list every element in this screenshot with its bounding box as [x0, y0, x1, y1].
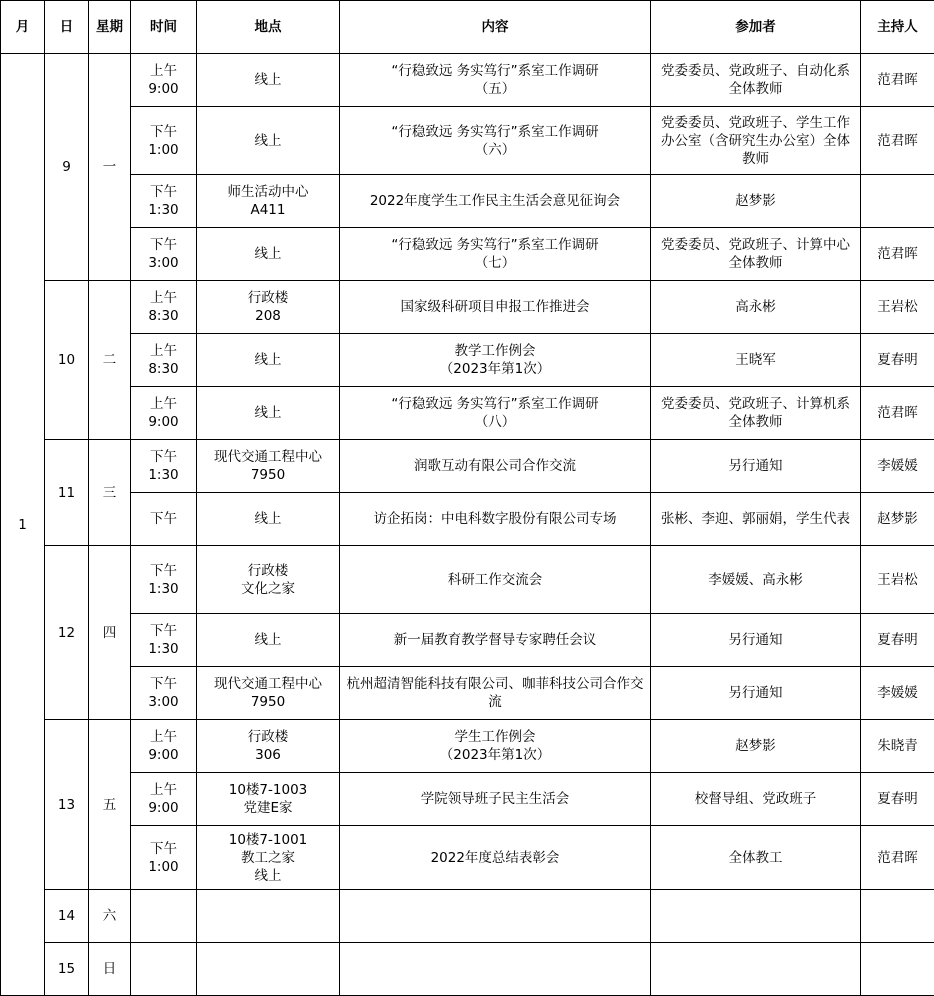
- header-location: 地点: [197, 1, 340, 54]
- table-row: [1, 890, 934, 943]
- day-cell: 14: [45, 890, 89, 943]
- time-cell: 下午 1:30: [131, 440, 197, 493]
- location-cell: 行政楼 文化之家: [197, 546, 340, 614]
- table-row: [1, 773, 934, 826]
- table-row: [1, 228, 934, 281]
- content-cell: 科研工作交流会: [340, 546, 651, 614]
- header-day: 日: [45, 1, 89, 54]
- participants-cell: 赵梦影: [651, 175, 861, 228]
- time-cell: [131, 943, 197, 996]
- content-cell: “行稳致远 务实笃行”系室工作调研 （八）: [340, 387, 651, 440]
- weekday-cell: 二: [89, 281, 131, 440]
- content-cell: 学院领导班子民主生活会: [340, 773, 651, 826]
- host-cell: 王岩松: [861, 546, 934, 614]
- location-cell: 师生活动中心 A411: [197, 175, 340, 228]
- table-row: [1, 720, 934, 773]
- participants-cell: 全体教工: [651, 826, 861, 890]
- weekday-cell: 六: [89, 890, 131, 943]
- content-cell: [340, 890, 651, 943]
- location-cell: 线上: [197, 107, 340, 175]
- location-cell: 10楼7-1003 党建E家: [197, 773, 340, 826]
- location-cell: 线上: [197, 228, 340, 281]
- table-row: [1, 826, 934, 890]
- table-row: [1, 334, 934, 387]
- host-cell: 夏春明: [861, 773, 934, 826]
- header-row: [1, 1, 934, 54]
- host-cell: 范君晖: [861, 228, 934, 281]
- host-cell: 朱晓青: [861, 720, 934, 773]
- location-cell: 行政楼 306: [197, 720, 340, 773]
- time-cell: 上午 9:00: [131, 773, 197, 826]
- time-cell: 下午 1:30: [131, 175, 197, 228]
- participants-cell: 校督导组、党政班子: [651, 773, 861, 826]
- header-participants: 参加者: [651, 1, 861, 54]
- location-cell: [197, 943, 340, 996]
- table-row: [1, 387, 934, 440]
- time-cell: 下午: [131, 493, 197, 546]
- content-cell: 教学工作例会 （2023年第1次）: [340, 334, 651, 387]
- content-cell: “行稳致远 务实笃行”系室工作调研 （七）: [340, 228, 651, 281]
- table-row: [1, 667, 934, 720]
- weekday-cell: 日: [89, 943, 131, 996]
- host-cell: 赵梦影: [861, 493, 934, 546]
- weekday-cell: 一: [89, 54, 131, 281]
- host-cell: 范君晖: [861, 107, 934, 175]
- location-cell: 线上: [197, 54, 340, 107]
- host-cell: 王岩松: [861, 281, 934, 334]
- table-row: [1, 54, 934, 107]
- participants-cell: 党委委员、党政班子、自动化系全体教师: [651, 54, 861, 107]
- location-cell: 线上: [197, 334, 340, 387]
- host-cell: [861, 175, 934, 228]
- time-cell: 上午 8:30: [131, 334, 197, 387]
- content-cell: “行稳致远 务实笃行”系室工作调研 （六）: [340, 107, 651, 175]
- host-cell: 范君晖: [861, 387, 934, 440]
- time-cell: 上午 9:00: [131, 54, 197, 107]
- weekday-cell: 五: [89, 720, 131, 890]
- content-cell: “行稳致远 务实笃行”系室工作调研 （五）: [340, 54, 651, 107]
- weekday-cell: 四: [89, 546, 131, 720]
- day-cell: 13: [45, 720, 89, 890]
- location-cell: 现代交通工程中心 7950: [197, 440, 340, 493]
- host-cell: 范君晖: [861, 54, 934, 107]
- host-cell: [861, 943, 934, 996]
- day-cell: 9: [45, 54, 89, 281]
- header-weekday: 星期: [89, 1, 131, 54]
- host-cell: 夏春明: [861, 614, 934, 667]
- host-cell: 夏春明: [861, 334, 934, 387]
- participants-cell: 高永彬: [651, 281, 861, 334]
- table-row: [1, 493, 934, 546]
- content-cell: 杭州超清智能科技有限公司、咖菲科技公司合作交流: [340, 667, 651, 720]
- content-cell: [340, 943, 651, 996]
- header-host: 主持人: [861, 1, 934, 54]
- table-row: [1, 614, 934, 667]
- table-row: [1, 281, 934, 334]
- time-cell: 上午 8:30: [131, 281, 197, 334]
- participants-cell: 另行通知: [651, 667, 861, 720]
- location-cell: 10楼7-1001 教工之家 线上: [197, 826, 340, 890]
- table-row: [1, 546, 934, 614]
- participants-cell: 党委委员、党政班子、计算中心全体教师: [651, 228, 861, 281]
- host-cell: 范君晖: [861, 826, 934, 890]
- time-cell: 下午 1:30: [131, 546, 197, 614]
- location-cell: 线上: [197, 493, 340, 546]
- time-cell: 下午 1:30: [131, 614, 197, 667]
- day-cell: 10: [45, 281, 89, 440]
- table-row: [1, 440, 934, 493]
- table-row: [1, 175, 934, 228]
- day-cell: 11: [45, 440, 89, 546]
- host-cell: 李媛媛: [861, 667, 934, 720]
- time-cell: [131, 890, 197, 943]
- time-cell: 上午 9:00: [131, 720, 197, 773]
- participants-cell: 党委委员、党政班子、学生工作办公室（含研究生办公室）全体教师: [651, 107, 861, 175]
- content-cell: 访企拓岗：中电科数字股份有限公司专场: [340, 493, 651, 546]
- header-month: 月: [1, 1, 45, 54]
- participants-cell: 李媛媛、高永彬: [651, 546, 861, 614]
- weekday-cell: 三: [89, 440, 131, 546]
- header-content: 内容: [340, 1, 651, 54]
- location-cell: 行政楼 208: [197, 281, 340, 334]
- time-cell: 上午 9:00: [131, 387, 197, 440]
- time-cell: 下午 1:00: [131, 107, 197, 175]
- content-cell: 国家级科研项目申报工作推进会: [340, 281, 651, 334]
- content-cell: 学生工作例会 （2023年第1次）: [340, 720, 651, 773]
- participants-cell: 张彬、李迎、郭丽娟，学生代表: [651, 493, 861, 546]
- table-row: [1, 943, 934, 996]
- participants-cell: 王晓军: [651, 334, 861, 387]
- day-cell: 12: [45, 546, 89, 720]
- time-cell: 下午 3:00: [131, 228, 197, 281]
- content-cell: 2022年度总结表彰会: [340, 826, 651, 890]
- host-cell: 李媛媛: [861, 440, 934, 493]
- participants-cell: 另行通知: [651, 440, 861, 493]
- content-cell: 2022年度学生工作民主生活会意见征询会: [340, 175, 651, 228]
- participants-cell: 赵梦影: [651, 720, 861, 773]
- time-cell: 下午 3:00: [131, 667, 197, 720]
- location-cell: [197, 890, 340, 943]
- time-cell: 下午 1:00: [131, 826, 197, 890]
- participants-cell: 党委委员、党政班子、计算机系全体教师: [651, 387, 861, 440]
- host-cell: [861, 890, 934, 943]
- location-cell: 线上: [197, 387, 340, 440]
- participants-cell: [651, 890, 861, 943]
- participants-cell: 另行通知: [651, 614, 861, 667]
- content-cell: 新一届教育教学督导专家聘任会议: [340, 614, 651, 667]
- table-row: [1, 107, 934, 175]
- content-cell: 润歌互动有限公司合作交流: [340, 440, 651, 493]
- month-cell: 1: [1, 54, 45, 996]
- day-cell: 15: [45, 943, 89, 996]
- header-time: 时间: [131, 1, 197, 54]
- participants-cell: [651, 943, 861, 996]
- location-cell: 线上: [197, 614, 340, 667]
- location-cell: 现代交通工程中心 7950: [197, 667, 340, 720]
